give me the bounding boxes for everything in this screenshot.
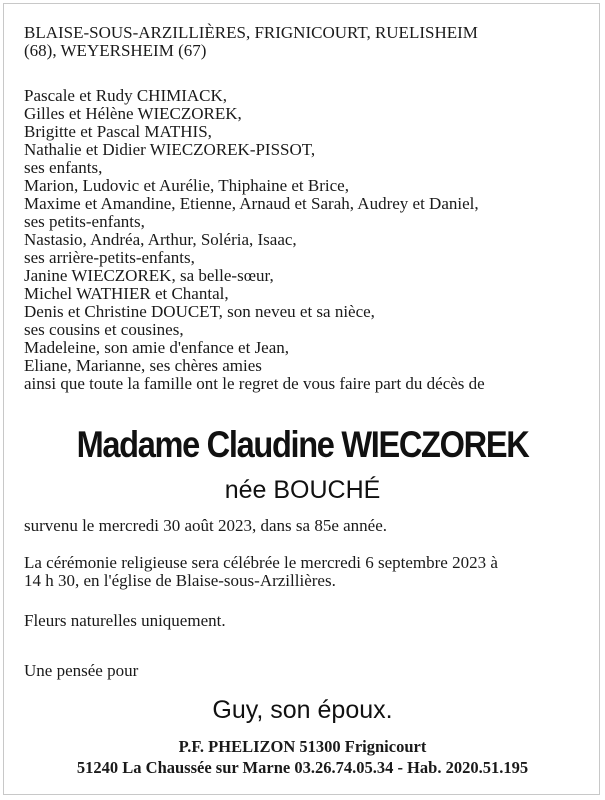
locations-line-1: BLAISE-SOUS-ARZILLIÈRES, FRIGNICOURT, RUELISHEIM (24, 23, 478, 42)
thought-intro (24, 662, 584, 680)
family-line: Eliane, Marianne, ses chères amies (24, 356, 262, 375)
ceremony-line-2: 14 h 30, en l'église de Blaise-sous-Arzillières. (24, 571, 336, 590)
family-line: ses cousins et cousines, (24, 320, 184, 339)
family-line: ses enfants, (24, 158, 103, 177)
maiden-name: née BOUCHÉ (224, 476, 381, 504)
family-line: Marion, Ludovic et Aurélie, Thiphaine et Brice, (24, 176, 349, 195)
flowers-text: Fleurs naturelles uniquement. (24, 611, 226, 630)
family-line: ses petits-enfants, (24, 212, 145, 231)
thought-intro-text: Une pensée pour (24, 661, 139, 680)
funeral-home-line-1: P.F. PHELIZON 51300 Frignicourt (178, 737, 427, 756)
flowers-note (24, 612, 584, 630)
family-line: Denis et Christine DOUCET, son neveu et sa nièce, (24, 302, 375, 321)
family-line: ainsi que toute la famille ont le regret de vous faire part du décès de (24, 374, 485, 393)
locations-header (24, 24, 584, 60)
deceased-name: Madame Claudine WIECZOREK (76, 424, 529, 465)
family-line: Maxime et Amandine, Etienne, Arnaud et Sarah, Audrey et Daniel, (24, 194, 479, 213)
family-line: Madeleine, son amie d'enfance et Jean, (24, 338, 290, 357)
ceremony-line-1: La cérémonie religieuse sera célébrée le mercredi 6 septembre 2023 à (24, 553, 498, 572)
funeral-home-line-2: 51240 La Chaussée sur Marne 03.26.74.05.34 - Hab. 2020.51.195 (76, 758, 529, 777)
family-line: Nastasio, Andréa, Arthur, Soléria, Isaac, (24, 230, 297, 249)
ceremony-info (24, 554, 584, 590)
family-line: Michel WATHIER et Chantal, (24, 284, 229, 303)
family-line: Nathalie et Didier WIECZOREK-PISSOT, (24, 140, 316, 159)
locations-line-2: (68), WEYERSHEIM (67) (24, 41, 207, 60)
family-line: Brigitte et Pascal MATHIS, (24, 122, 212, 141)
family-list (24, 87, 584, 393)
family-line: Janine WIECZOREK, sa belle-sœur, (24, 266, 274, 285)
death-info-text: survenu le mercredi 30 août 2023, dans sa 85e année. (24, 516, 388, 535)
family-line: Pascale et Rudy CHIMIACK, (24, 86, 228, 105)
family-line: Gilles et Hélène WIECZOREK, (24, 104, 242, 123)
thought-person: Guy, son époux. (212, 696, 393, 724)
family-line: ses arrière-petits-enfants, (24, 248, 195, 267)
death-info (24, 517, 584, 535)
